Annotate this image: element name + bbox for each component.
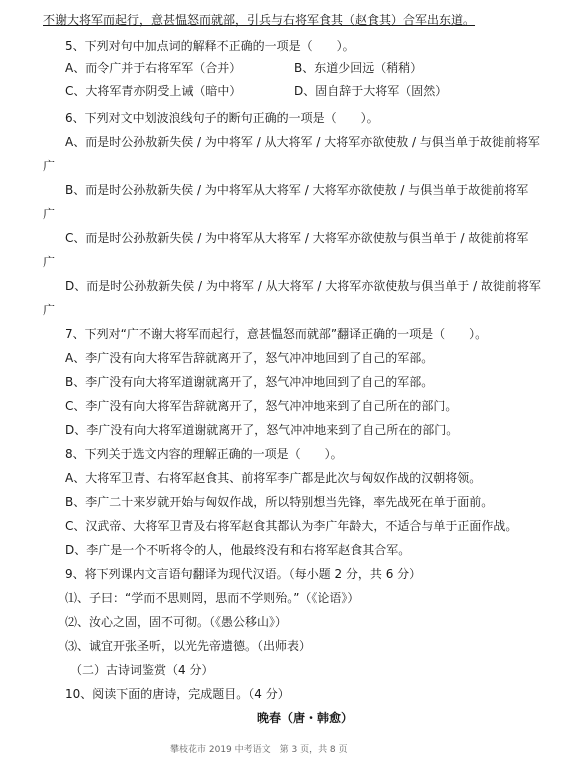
option-6c-wrap: 广	[43, 255, 56, 269]
option-6d: D、而是时公孙敖新失侯 / 为中将军 / 从大将军 / 大将军亦欲使敖与俱当单于 / 故徙前将军	[65, 279, 541, 293]
option-6c: C、而是时公孙敖新失侯 / 为中将军从大将军 / 大将军亦欲使敖与俱当单于 / 故徙前将军	[65, 231, 529, 245]
option-6a: A、而是时公孙敖新失侯 / 为中将军 / 从大将军 / 大将军亦欲使敖 / 与俱当单于故徙前将军	[65, 135, 540, 149]
text-line-1: 不谢大将军而起行，意甚愠怒而就部，引兵与右将军食其（赵食其）合军出东道。	[43, 13, 476, 27]
question-9: 9、将下列课内文言语句翻译为现代汉语。（每小题 2 分，共 6 分）	[65, 567, 422, 581]
poem-title: 晚春（唐・韩愈）	[257, 711, 354, 725]
page-footer: 攀枝花市 2019 中考语文 第 3 页，共 8 页	[170, 745, 348, 755]
option-6a-wrap: 广	[43, 159, 56, 173]
section-heading-poetry: （二）古诗词鉴赏（4 分）	[70, 663, 214, 677]
option-6b-wrap: 广	[43, 207, 56, 221]
question-6: 6、下列对文中划波浪线句子的断句正确的一项是（ ）。	[65, 111, 379, 125]
option-7b: B、李广没有向大将军道谢就离开了，怒气冲冲地回到了自己的军部。	[65, 375, 434, 389]
option-5d: D、固自辞于大将军（固然）	[294, 84, 448, 98]
option-7a: A、李广没有向大将军告辞就离开了，怒气冲冲地回到了自己的军部。	[65, 351, 434, 365]
question-5: 5、下列对句中加点词的解释不正确的一项是（ ）。	[65, 39, 355, 53]
question-9-2: ⑵、汝心之固，固不可彻。（《愚公移山》）	[65, 615, 288, 629]
option-8d: D、李广是一个不听将令的人，他最终没有和右将军赵食其合军。	[65, 543, 411, 557]
option-8a: A、大将军卫青、右将军赵食其、前将军李广都是此次与匈奴作战的汉朝将领。	[65, 471, 482, 485]
option-7d: D、李广没有向大将军道谢就离开了，怒气冲冲地来到了自己所在的部门。	[65, 423, 459, 437]
question-9-3: ⑶、诚宜开张圣听，以光先帝遗德。（出师表）	[65, 639, 312, 653]
option-8c: C、汉武帝、大将军卫青及右将军赵食其都认为李广年龄大，不适合与单于正面作战。	[65, 519, 518, 533]
question-10: 10、阅读下面的唐诗，完成题目。（4 分）	[65, 687, 290, 701]
question-8: 8、下列关于选文内容的理解正确的一项是（ ）。	[65, 447, 343, 461]
question-9-1: ⑴、子曰：“学而不思则罔，思而不学则殆。”（《论语》）	[65, 591, 360, 605]
option-6d-wrap: 广	[43, 303, 56, 317]
option-8b: B、李广二十来岁就开始与匈奴作战，所以特别想当先锋，率先战死在单于面前。	[65, 495, 494, 509]
option-6b: B、而是时公孙敖新失侯 / 为中将军从大将军 / 大将军亦欲使敖 / 与俱当单于故徙前将军	[65, 183, 529, 197]
option-7c: C、李广没有向大将军告辞就离开了，怒气冲冲地来到了自己所在的部门。	[65, 399, 458, 413]
option-5b: B、东道少回远（稍稍）	[294, 61, 423, 75]
question-7: 7、下列对“广不谢大将军而起行，意甚愠怒而就部”翻译正确的一项是（ ）。	[65, 327, 488, 341]
option-5c: C、大将军青亦阴受上诫（暗中）	[65, 84, 242, 98]
option-5a: A、而令广并于右将军军（合并）	[65, 61, 242, 75]
